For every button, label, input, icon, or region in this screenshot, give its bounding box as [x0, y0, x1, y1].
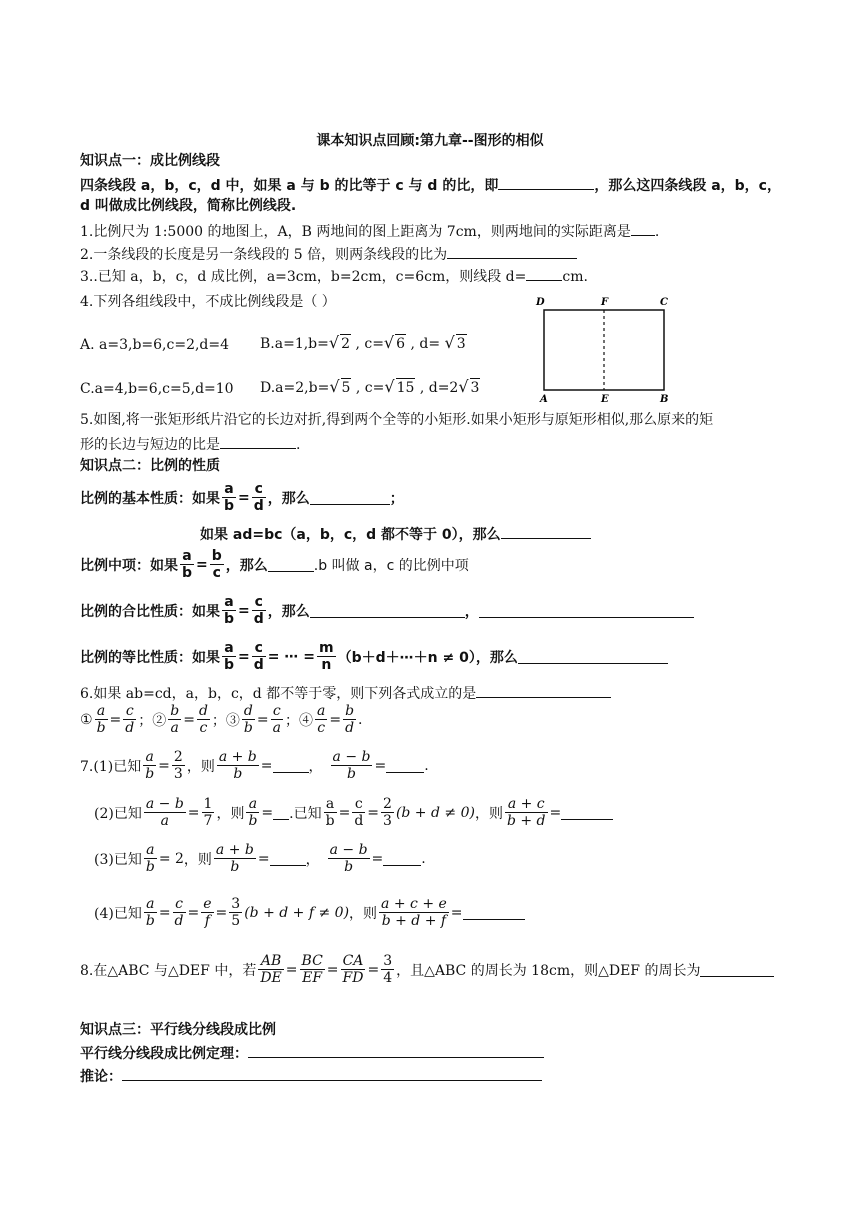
answer-blank[interactable] [518, 649, 668, 664]
page-title: 课本知识点回顾:第九章--图形的相似 [316, 133, 544, 149]
answer-blank[interactable] [447, 244, 577, 259]
label-c: C [660, 297, 668, 308]
answer-blank[interactable] [248, 1043, 544, 1058]
kp3-corollary: 推论： [80, 1066, 542, 1086]
label-d: D [536, 297, 545, 308]
equal-ratio-property: 比例的等比性质：如果 $\frac{a}{b}$ = $\frac{c}{d}$ = ⋯ = $\frac{m}{n}$ （b＋d＋⋯＋n ≠ 0），那么 [80, 640, 668, 673]
answer-blank[interactable] [386, 758, 424, 773]
answer-blank[interactable] [501, 524, 591, 539]
answer-blank[interactable] [700, 962, 774, 977]
option-d: D.a=2,b=√ 5 , c=√ 15 , d=2√ 3 [260, 377, 480, 396]
question-6-options: ① $\frac{a}{b}$ = $\frac{c}{d}$ ；② $\frac{b}{a}$ = $\frac{d}{c}$ ；③ $\frac{d}{b}$ = $\frac{c}{a}$ ；④ $\frac{a}{c}$ = $\frac{b}{d}$ . [80, 703, 363, 736]
answer-blank[interactable] [479, 603, 694, 618]
question-6: 6.如果 ab=cd，a，b，c，d 都不等于零，则下列各式成立的是 [80, 683, 611, 703]
question-8: 8.在△ABC 与△DEF 中，若 $\frac{AB}{DE}$ = $\frac{BC}{EF}$ = $\frac{CA}{FD}$ = $\frac{3}{4}$ ，且△ABC 的周长为 18cm，则△DEF 的周长为 [80, 953, 774, 986]
basic-property: 比例的基本性质：如果 $\frac{a}{b}$ = $\frac{c}{d}$ ，那么 ； [80, 481, 404, 514]
answer-blank[interactable] [463, 905, 525, 920]
answer-blank[interactable] [631, 221, 655, 236]
addition-property: 比例的合比性质：如果 $\frac{a}{b}$ = $\frac{c}{d}$ ，那么 ， [80, 594, 694, 627]
kp1-heading: 知识点一：成比例线段 [80, 153, 220, 169]
label-e: E [601, 394, 609, 404]
question-3: 3..已知 a，b，c，d 成比例，a=3cm，b=2cm，c=6cm，则线段 d= cm. [80, 266, 588, 286]
question-7-4: (4)已知 $\frac{a}{b}$ = $\frac{c}{d}$ = $\frac{e}{f}$ = $\frac{3}{5}$ (b + d + f ≠ 0) ，则 $\frac{a + c + e}{b + d + f}$ = [94, 896, 525, 929]
question-7-3: (3)已知 $\frac{a}{b}$ = 2 ，则 $\frac{a + b}{b}$ = ， $\frac{a - b}{b}$ = . [94, 842, 426, 875]
answer-blank[interactable] [273, 805, 289, 820]
kp1-definition-line1: 四条线段 a，b，c，d 中，如果 a 与 b 的比等于 c 与 d 的比，即 ，那么这四条线段 a，b，c， [80, 175, 781, 195]
question-2: 2.一条线段的长度是另一条线段的 5 倍，则两条线段的比为 [80, 244, 577, 264]
option-b: B.a=1,b=√ 2 , c=√ 6 , d= √ 3 [260, 333, 466, 352]
question-7-1: 7.(1)已知 $\frac{a}{b}$ = $\frac{2}{3}$ ，则 $\frac{a + b}{b}$ = ， $\frac{a - b}{b}$ = . [80, 749, 429, 782]
label-a: A [540, 394, 548, 404]
answer-blank[interactable] [273, 758, 309, 773]
option-a: A. a=3,b=6,c=2,d=4 [80, 337, 230, 353]
answer-blank[interactable] [526, 266, 562, 281]
label-f: F [601, 297, 609, 308]
answer-blank[interactable] [498, 175, 594, 190]
basic-property-2: 如果 ad=bc（a，b，c，d 都不等于 0），那么 [200, 524, 591, 544]
question-7-2: (2)已知 $\frac{a - b}{a}$ = $\frac{1}{7}$ ，则 $\frac{a}{b}$ = .已知 $\frac{a}{b}$ = $\frac{c}{d}$ = $\frac{2}{3}$ (b + d ≠ 0) ，则 $\frac{a + c}{b + d}$ = [94, 796, 613, 829]
question-5-line2: 形的长边与短边的比是 . [80, 434, 300, 454]
answer-blank[interactable] [476, 683, 611, 698]
kp1-definition-line2: d 叫做成比例线段，简称比例线段. [80, 198, 297, 214]
option-c: C.a=4,b=6,c=5,d=10 [80, 381, 234, 397]
question-1: 1.比例尺为 1:5000 的地图上，A，B 两地间的图上距离为 7cm，则两地间的实际距离是 . [80, 221, 659, 241]
answer-blank[interactable] [270, 851, 306, 866]
kp2-heading: 知识点二：比例的性质 [80, 458, 220, 474]
mean-proportional: 比例中项：如果 $\frac{a}{b}$ = $\frac{b}{c}$ ，那么 .b 叫做 a，c 的比例中项 [80, 548, 469, 581]
answer-blank[interactable] [383, 851, 421, 866]
question-5-line1: 5.如图,将一张矩形纸片沿它的长边对折,得到两个全等的小矩形.如果小矩形与原矩形相似,那么原来的矩 [80, 412, 714, 428]
answer-blank[interactable] [561, 805, 613, 820]
answer-blank[interactable] [122, 1066, 542, 1081]
answer-blank[interactable] [310, 490, 390, 505]
question-4: 4.下列各组线段中，不成比例线段是（ ） [80, 294, 336, 310]
kp3-heading: 知识点三：平行线分线段成比例 [80, 1022, 276, 1038]
label-b: B [660, 394, 669, 404]
answer-blank[interactable] [268, 557, 314, 572]
kp3-theorem: 平行线分线段成比例定理： [80, 1043, 544, 1063]
answer-blank[interactable] [310, 603, 465, 618]
answer-blank[interactable] [220, 434, 296, 449]
rectangle-figure [535, 292, 675, 404]
